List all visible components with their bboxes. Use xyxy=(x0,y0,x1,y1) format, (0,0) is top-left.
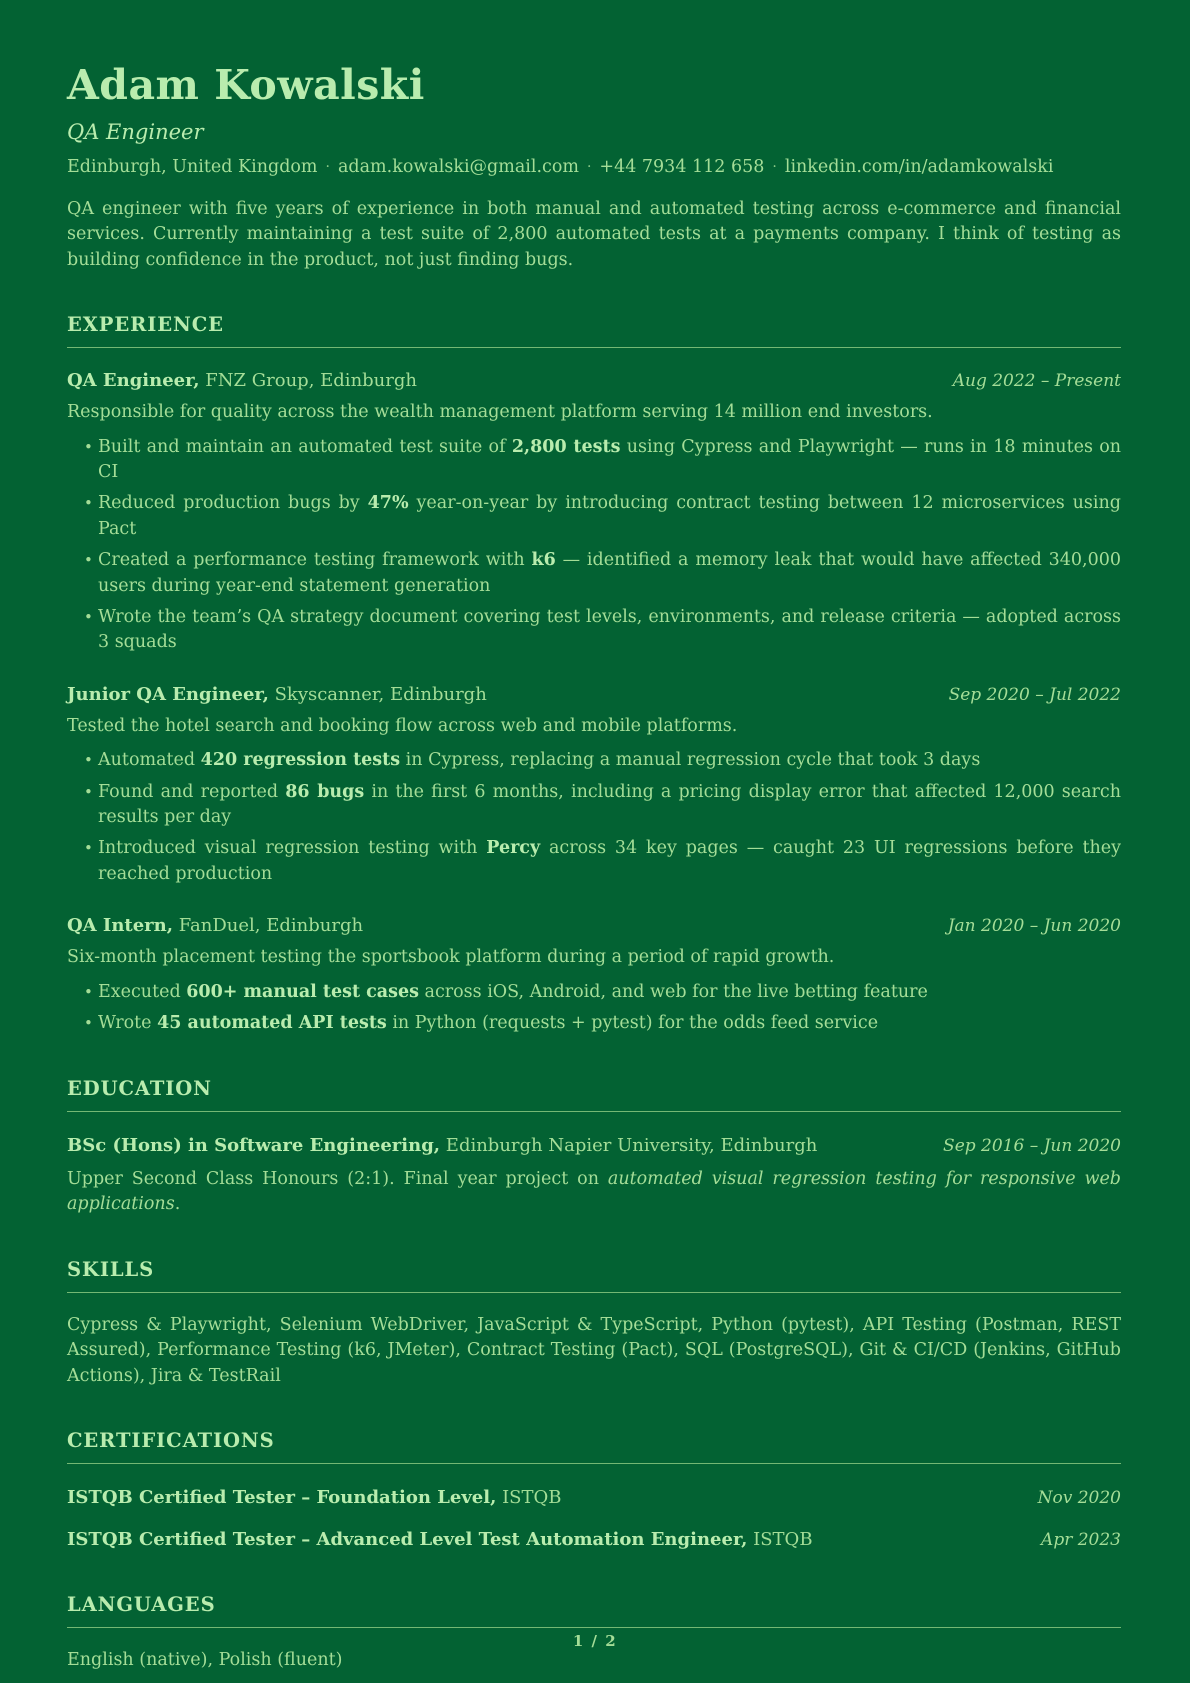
bullet-marker: • xyxy=(84,839,93,858)
bullet-item xyxy=(67,780,1121,831)
bullet-marker: • xyxy=(84,494,93,513)
job-dates: Sep 2020 – Jul 2022 xyxy=(948,684,1121,705)
contact-line xyxy=(67,155,1121,180)
bullet-text: Executed 600+ manual test cases across iOS, Android, and web for the live betting feature xyxy=(98,981,928,1002)
contact-phone: +44 7934 112 658 xyxy=(599,157,765,178)
bullet-marker: • xyxy=(84,437,93,456)
contact-linkedin-link[interactable]: linkedin.com/in/adamkowalski xyxy=(784,157,1054,178)
section-title-languages: LANGUAGES xyxy=(67,1592,216,1616)
certification-date: Apr 2023 xyxy=(1041,1529,1121,1550)
bullet-text: Found and reported 86 bugs in the first 6 months, including a pricing display error that affected 12,000 search results per day xyxy=(98,781,1121,828)
bullet-item xyxy=(67,980,1121,1006)
contact-separator: · xyxy=(325,159,330,176)
bullet-marker: • xyxy=(84,1014,93,1033)
bullet-item xyxy=(67,548,1121,599)
section-certifications xyxy=(67,1427,1121,1552)
section-divider xyxy=(67,1292,1121,1293)
certification-title: ISTQB Certified Tester – Advanced Level Test Automation Engineer, ISTQB xyxy=(67,1528,813,1550)
section-title-education: EDUCATION xyxy=(67,1076,212,1100)
job-byline: Tested the hotel search and booking flow across web and mobile platforms. xyxy=(67,715,738,736)
contact-separator: · xyxy=(586,159,592,176)
name-heading: Adam Kowalski xyxy=(67,61,425,109)
bullet-item xyxy=(67,748,1121,774)
section-title-certifications: CERTIFICATIONS xyxy=(67,1429,275,1453)
education-detail: Upper Second Class Honours (2:1). Final year project on automated visual regression testing for responsive web applications. xyxy=(67,1169,1122,1215)
role-subtitle: QA Engineer xyxy=(67,120,204,145)
section-divider xyxy=(67,1111,1121,1112)
bullet-item xyxy=(67,1011,1121,1037)
job-byline: Responsible for quality across the wealth management platform serving 14 million end investors. xyxy=(67,402,933,423)
bullet-item xyxy=(67,491,1121,542)
education-dates: Sep 2016 – Jun 2020 xyxy=(943,1135,1121,1156)
experience-entry xyxy=(67,368,1121,655)
certification-date: Nov 2020 xyxy=(1037,1488,1121,1509)
bullet-marker: • xyxy=(84,782,93,801)
contact-location: Edinburgh, United Kingdom xyxy=(67,157,318,178)
section-education xyxy=(67,1075,1121,1218)
job-dates: Aug 2022 – Present xyxy=(952,371,1121,392)
certification-row xyxy=(67,1527,1121,1553)
bullet-text: Wrote 45 automated API tests in Python (requests + pytest) for the odds feed service xyxy=(98,1013,879,1034)
section-divider xyxy=(67,347,1121,348)
section-title-experience: EXPERIENCE xyxy=(67,312,224,336)
bullet-text: Created a performance testing framework with k6 — identified a memory leak that would have affected 340,000 users during year-end statement generation xyxy=(98,550,1121,596)
bullet-item xyxy=(67,435,1121,486)
bullet-text: Wrote the team’s QA strategy document covering test levels, environments, and release criteria — adopted across 3 squads xyxy=(98,606,1121,653)
bullet-text: Automated 420 regression tests in Cypress, replacing a manual regression cycle that took 3 days xyxy=(98,750,981,771)
bullet-item xyxy=(67,836,1121,887)
job-byline: Six-month placement testing the sportsbook platform during a period of rapid growth. xyxy=(67,947,835,968)
section-divider xyxy=(67,1627,1121,1628)
degree-title: BSc (Hons) in Software Engineering, Edinburgh Napier University, Edinburgh xyxy=(67,1134,818,1156)
job-title: Junior QA Engineer, Skyscanner, Edinburgh xyxy=(67,683,487,705)
job-bullet-list xyxy=(67,980,1121,1037)
contact-separator: · xyxy=(772,159,777,176)
section-experience xyxy=(67,311,1121,1037)
experience-entry xyxy=(67,913,1121,1036)
bullet-item xyxy=(67,605,1121,656)
contact-email-link[interactable]: adam.kowalski@gmail.com xyxy=(337,157,579,178)
page-number: 1 / 2 xyxy=(572,1632,618,1651)
job-bullet-list xyxy=(67,435,1121,656)
section-divider xyxy=(67,1463,1121,1464)
bullet-text: Introduced visual regression testing with Percy across 34 key pages — caught 23 UI regressions before they reached production xyxy=(98,838,1121,884)
bullet-marker: • xyxy=(84,751,93,770)
summary-paragraph: QA engineer with five years of experience in both manual and automated testing across e-commerce and financial services. Currently maintaining a test suite of 2,800 automated tests at a payments company. I think of testing as building confidence in the product, not just finding bugs. xyxy=(67,198,1121,270)
job-title: QA Engineer, FNZ Group, Edinburgh xyxy=(67,370,417,392)
certification-row xyxy=(67,1485,1121,1511)
section-skills xyxy=(67,1256,1121,1389)
certification-title: ISTQB Certified Tester – Foundation Level, ISTQB xyxy=(67,1487,562,1509)
bullet-marker: • xyxy=(84,982,93,1001)
languages-list: English (native), Polish (fluent) xyxy=(67,1649,343,1670)
section-title-skills: SKILLS xyxy=(67,1257,155,1281)
skills-list: Cypress & Playwright, Selenium WebDriver, JavaScript & TypeScript, Python (pytest), API Testing (Postman, REST Assured), Performance Testing (k6, JMeter), Contract Testing (Pact), SQL (PostgreSQL), Git & CI/CD (Jenkins, GitHub Actions), Jira & TestRail xyxy=(67,1315,1121,1386)
job-title: QA Intern, FanDuel, Edinburgh xyxy=(67,915,364,937)
bullet-marker: • xyxy=(84,607,93,626)
experience-entry xyxy=(67,682,1121,887)
job-dates: Jan 2020 – Jun 2020 xyxy=(947,916,1121,937)
bullet-text: Built and maintain an automated test suite of 2,800 tests using Cypress and Playwright — runs in 18 minutes on CI xyxy=(98,436,1122,483)
bullet-text: Reduced production bugs by 47% year-on-year by introducing contract testing between 12 microservices using Pact xyxy=(98,493,1121,539)
job-bullet-list xyxy=(67,748,1121,887)
bullet-marker: • xyxy=(84,551,93,570)
